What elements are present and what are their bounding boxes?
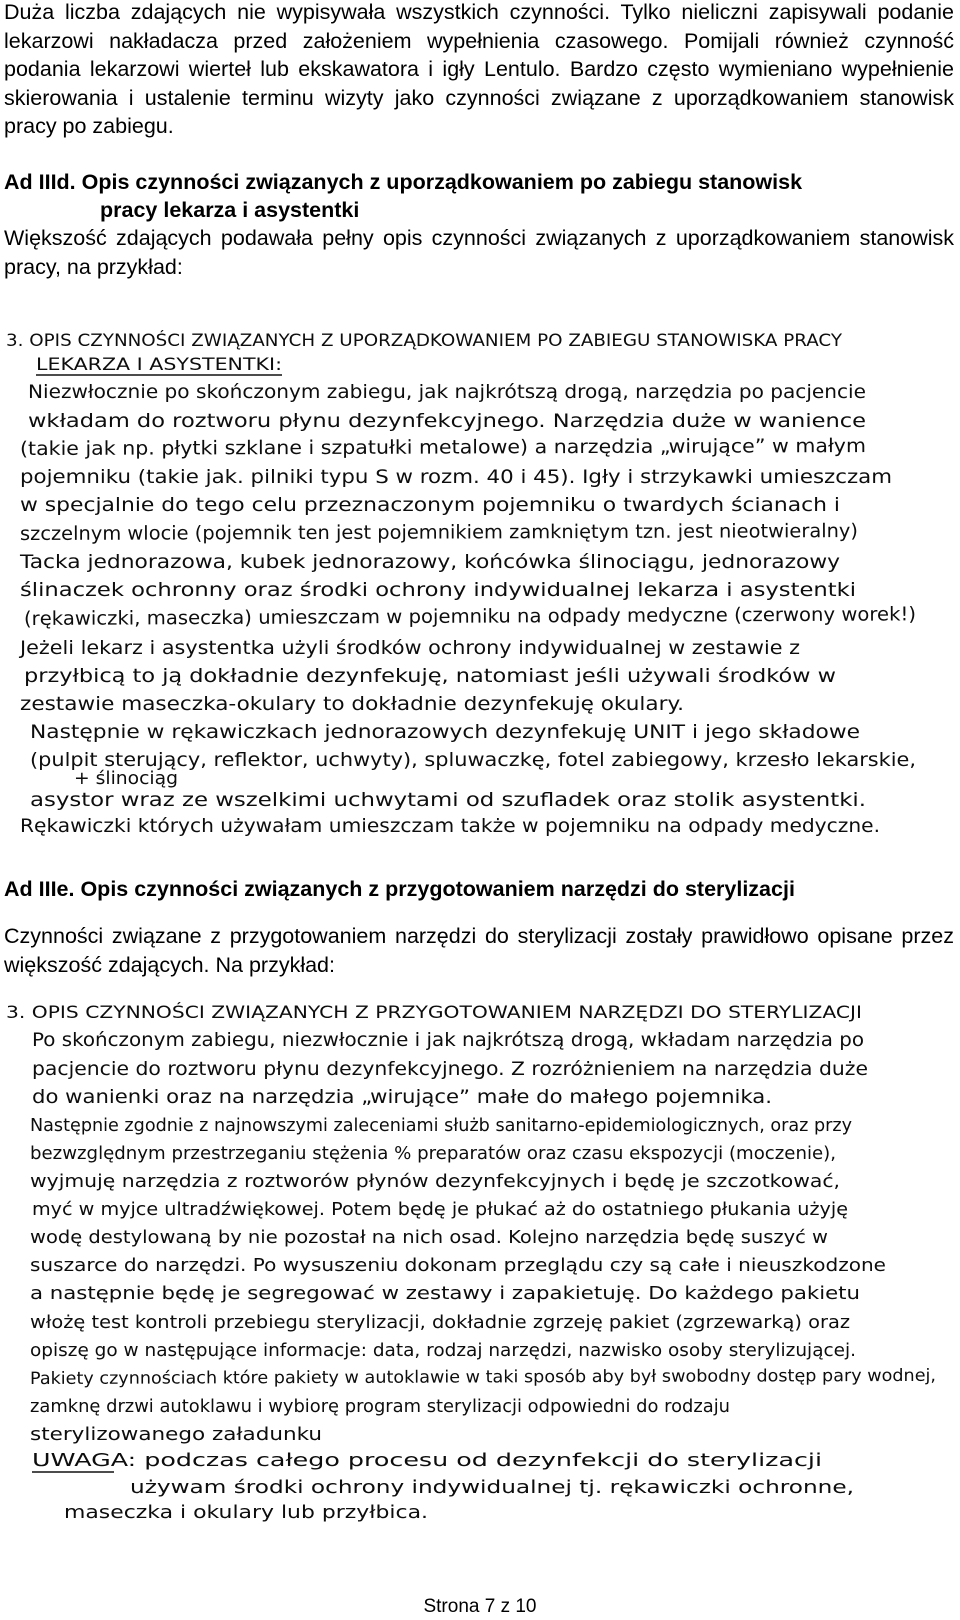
scan-d-line: pojemniku (takie jak. pilniki typu S w rozm. 40 i 45). Igły i strzykawki umieszczam — [20, 466, 892, 488]
scan-e-line: bezwzględnym przestrzeganiu stężenia % preparatów oraz czasu ekspozycji (moczenie), — [30, 1143, 837, 1164]
scan-d-line: (pulpit sterujący, reflektor, uchwyty), spluwaczkę, fotel zabiegowy, krzesło lekarskie, — [30, 749, 916, 771]
scan-d-line: szczelnym wlocie (pojemnik ten jest pojemnikiem zamkniętym tzn. jest nieotwieralny) — [19, 520, 840, 545]
handwritten-scan-e-svg — [0, 1002, 960, 1523]
scan-d-line: Tacka jednorazowa, kubek jednorazowy, końcówka ślinociągu, jednorazowy — [18, 551, 840, 573]
scan-e-line: do wanienki oraz na narzędzia „wirujące” małe do małego pojemnika. — [32, 1086, 773, 1108]
page-footer: Strona 7 z 10 — [423, 1596, 537, 1617]
scan-d-line: Niezwłocznie po skończonym zabiegu, jak najkrótszą drogą, narzędzia po pacjencie — [28, 381, 866, 403]
scan-d-line: LEKARZA I ASYSTENTKI: — [36, 355, 282, 375]
section-d-heading — [4, 168, 954, 224]
intro-paragraph: Duża liczba zdających nie wypisywała wszystkich czynności. Tylko nieliczni zapisywali podanie lekarzowi nakładacza przed założeniem wypełnienia czasowego. Pomijali również czynność podania lekarzowi wierteł lub ekskawatora i igły Lentulo. Bardzo często wymieniano wypełnienie skierowania i ustalenie terminu wizyty jako czynności związane z uporządkowaniem stanowisk pracy po zabiegu. — [4, 0, 954, 138]
scan-e-line: UWAGA: podczas całego procesu od dezynfekcji do sterylizacji — [32, 1450, 822, 1471]
section-d-heading-line2: pracy lekarza i asystentki — [100, 198, 360, 222]
scan-e-line: 3. OPIS CZYNNOŚCI ZWIĄZANYCH Z PRZYGOTOWANIEM NARZĘDZI DO STERYLIZACJI — [6, 1003, 725, 1023]
scan-d-line: 3. OPIS CZYNNOŚCI ZWIĄZANYCH Z UPORZĄDKOWANIEM PO ZABIEGU STANOWISKA PRACY — [6, 331, 784, 351]
scan-d-line: ślinaczek ochronny oraz środki ochrony indywidualnej lekarza i asystentki — [20, 579, 856, 601]
scan-e-line: zamknę drzwi autoklawu i wybiorę program sterylizacji odpowiedni do rodzaju — [30, 1396, 730, 1417]
scan-e-line: pacjencie do roztworu płynu dezynfekcyjnego. Z rozróżnieniem na narzędzia duże — [32, 1058, 868, 1080]
scan-e-line: używam środki ochrony indywidualnej tj. rękawiczki ochronne, — [130, 1477, 855, 1498]
scan-e-line: Pakiety czynnościach które pakiety w autoklawie w taki sposób aby był swobodny dostęp pary wodnej, — [29, 1365, 906, 1389]
scan-d-line: Jeżeli lekarz i asystentka użyli środków ochrony indywidualnej w zestawie z — [18, 637, 801, 659]
scan-d-line: + ślinociąg — [74, 768, 178, 789]
scan-e-line: a następnie będę je segregować w zestawy i zapakietuję. Do każdego pakietu — [30, 1283, 860, 1304]
scan-e-line: Po skończonym zabiegu, niezwłocznie i jak najkrótszą drogą, wkładam narzędzia po — [32, 1029, 864, 1051]
scan-e-line: suszarce do narzędzi. Po wysuszeniu dokonam przeglądu czy są całe i nieuszkodzone — [30, 1255, 886, 1276]
scan-d-line: w specjalnie do tego celu przeznaczonym pojemniku o twardych ścianach i — [20, 494, 840, 516]
scan-e-line: maseczka i okulary lub przyłbica. — [64, 1502, 428, 1523]
scan-d-line: zestawie maseczka-okulary to dokładnie dezynfekuję okulary. — [20, 693, 684, 715]
scan-d-line: (takie jak np. płytki szklane i szpatułki metalowe) a narzędzia „wirujące” w małym — [19, 435, 803, 460]
section-e-heading: Ad IIIe. Opis czynności związanych z przygotowaniem narzędzi do sterylizacji — [4, 877, 795, 901]
scan-e-line: sterylizowanego załadunku — [30, 1424, 322, 1445]
handwritten-scan-d-svg — [0, 328, 960, 858]
scan-d-line: asystor wraz ze wszelkimi uchwytami od szufladek oraz stolik asystentki. — [30, 789, 866, 811]
handwritten-scan-e — [0, 1002, 960, 1523]
scan-d-line: przyłbicą to ją dokładnie dezynfekuję, natomiast jeśli używali środków w — [24, 665, 837, 687]
scan-e-line: wodę destylowaną by nie pozostał na nich osad. Kolejno narzędzia będę suszyć w — [30, 1227, 829, 1248]
handwritten-scan-d — [0, 328, 960, 858]
section-e-body: Czynności związane z przygotowaniem narzędzi do sterylizacji zostały prawidłowo opisane przez większość zdających. Na przykład: — [4, 924, 954, 977]
scan-e-line: Następnie zgodnie z najnowszymi zaleceniami służb sanitarno-epidemiologicznych, oraz przy — [30, 1115, 853, 1136]
scan-e-line: myć w myjce ultradźwiękowej. Potem będę je płukać aż do ostatniego płukania użyję — [32, 1199, 848, 1220]
scan-e-line: włożę test kontroli przebiegu sterylizacji, dokładnie zgrzeję pakiet (zgrzewarką) oraz — [30, 1312, 850, 1333]
scan-e-line: opiszę go w następujące informacje: data, rodzaj narzędzi, nazwisko osoby sterylizującej. — [30, 1340, 856, 1361]
scan-e-line: wyjmuję narzędzia z roztworów płynów dezynfekcyjnych i będę je szczotkować, — [30, 1171, 840, 1192]
section-d-body: Większość zdających podawała pełny opis czynności związanych z uporządkowaniem stanowisk pracy, na przykład: — [4, 226, 954, 279]
scan-d-line: Następnie w rękawiczkach jednorazowych dezynfekuję UNIT i jego składowe — [30, 721, 860, 743]
scan-d-line: (rękawiczki, maseczka) umieszczam w pojemniku na odpady medyczne (czerwony worek!) — [23, 603, 888, 630]
section-d-heading-line1: Ad IIId. Opis czynności związanych z uporządkowaniem po zabiegu stanowisk — [4, 170, 803, 194]
scan-d-line: Rękawiczki których używałam umieszczam także w pojemniku na odpady medyczne. — [20, 815, 880, 837]
scan-d-line: wkładam do roztworu płynu dezynfekcyjnego. Narzędzia duże w wanience — [28, 410, 867, 432]
